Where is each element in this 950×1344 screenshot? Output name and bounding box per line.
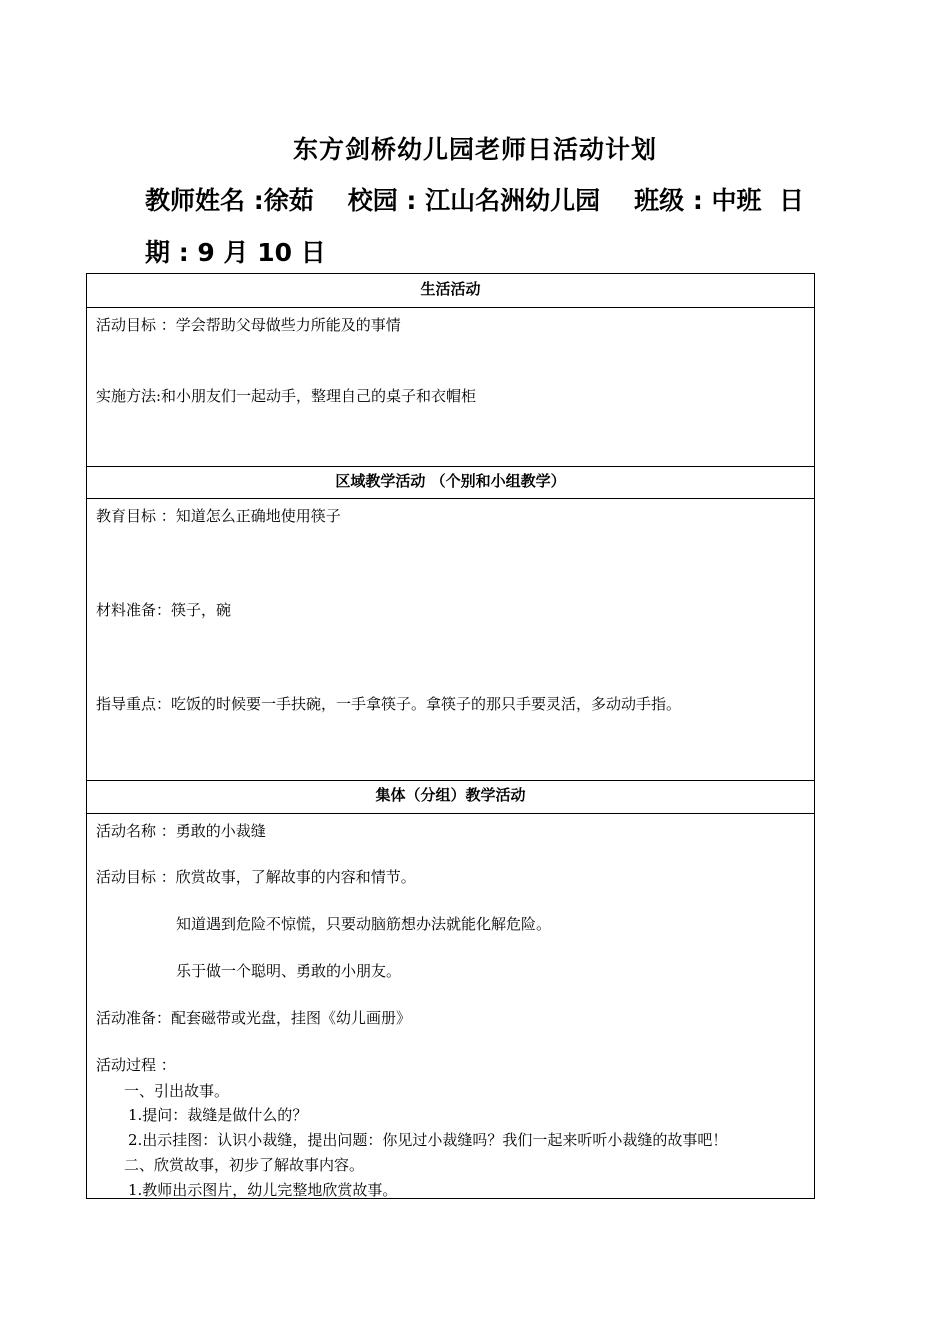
campus-name: 校园 : 江山名洲幼儿园 <box>347 186 601 215</box>
group-activity-process-label: 活动过程 ： <box>96 1056 176 1074</box>
area-activity-materials: 材料准备：筷子，碗 <box>96 601 232 619</box>
page-title: 东方剑桥幼儿园老师日活动计划 <box>292 135 657 164</box>
process-step: 2.出示挂图：认识小裁缝，提出问题：你见过小裁缝吗？我们一起来听听小裁缝的故事吧！ <box>128 1131 728 1149</box>
info-line-1 <box>145 181 804 217</box>
teacher-name: 教师姓名 :徐茹 <box>145 186 314 215</box>
life-activity-heading: 生活活动 <box>87 274 814 308</box>
group-activity-name: 活动名称 ：勇敢的小裁缝 <box>96 822 266 840</box>
plan-table <box>86 273 815 1199</box>
process-step: 1.提问：裁缝是做什么的？ <box>128 1106 308 1124</box>
life-activity-goal: 活动目标 ：学会帮助父母做些力所能及的事情 <box>96 316 401 334</box>
life-activity-method: 实施方法:和小朋友们一起动手，整理自己的桌子和衣帽柜 <box>96 387 477 405</box>
area-activity-goal: 教育目标 ：知道怎么正确地使用筷子 <box>96 507 341 525</box>
process-step: 一、引出故事。 <box>124 1082 230 1100</box>
date-line: 期 : 9 月 10 日 <box>145 238 326 267</box>
group-activity-prep: 活动准备：配套磁带或光盘，挂图《幼儿画册》 <box>96 1009 412 1027</box>
class-name: 班级 : 中班 <box>634 186 762 215</box>
area-activity-heading: 区域教学活动 （个别和小组教学） <box>87 467 814 499</box>
group-activity-goal-1: 活动目标 ：欣赏故事，了解故事的内容和情节。 <box>96 868 416 886</box>
group-activity-heading: 集体（分组）教学活动 <box>87 781 814 814</box>
area-activity-focus: 指导重点：吃饭的时候要一手扶碗，一手拿筷子。拿筷子的那只手要灵活，多动动手指。 <box>96 695 682 713</box>
process-step: 1.教师出示图片，幼儿完整地欣赏故事。 <box>128 1181 398 1199</box>
group-activity-goal-3: 乐于做一个聪明、勇敢的小朋友。 <box>176 962 402 980</box>
date-label-part1: 日 <box>778 186 804 215</box>
group-activity-goal-2: 知道遇到危险不惊慌，只要动脑筋想办法就能化解危险。 <box>176 915 552 933</box>
process-step: 二、欣赏故事，初步了解故事内容。 <box>124 1156 365 1174</box>
